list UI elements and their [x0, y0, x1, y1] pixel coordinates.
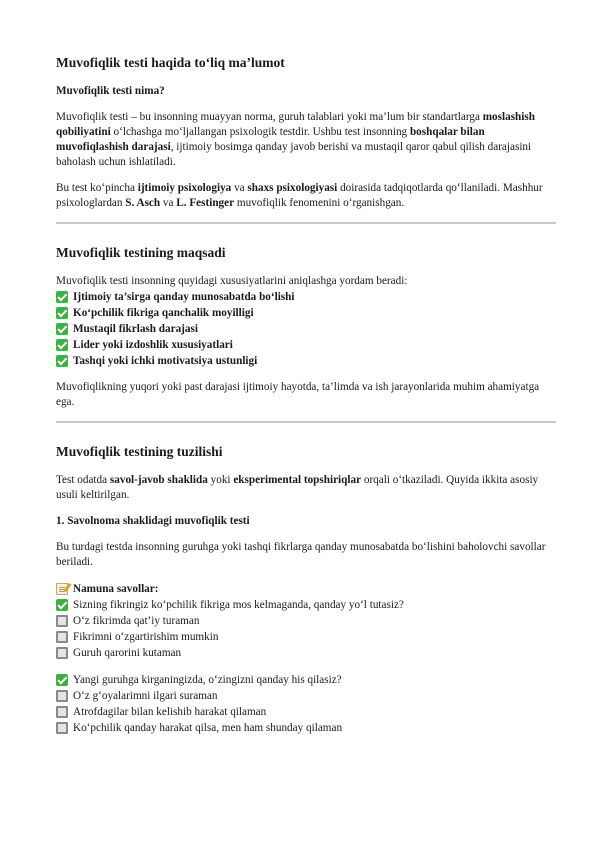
section-divider — [56, 222, 556, 224]
option-text: Ko‘pchilik qanday harakat qilsa, men ham shunday qilaman — [73, 721, 343, 734]
list-item-text: Ko‘pchilik fikriga qanchalik moyilligi — [73, 306, 254, 319]
list-item — [56, 305, 556, 321]
check-mark-icon — [56, 339, 68, 351]
checkbox-icon — [56, 706, 68, 718]
option-text: Guruh qarorini kutaman — [73, 646, 182, 659]
option-text: O‘z g‘oyalarimni ilgari suraman — [73, 689, 218, 702]
list-item — [56, 337, 556, 353]
check-mark-icon — [56, 599, 68, 611]
check-mark-icon — [56, 674, 68, 686]
document-content — [56, 54, 556, 747]
samples-label-text: Namuna savollar: — [73, 582, 159, 595]
bold-run: moslashish qobiliyatini — [56, 111, 535, 138]
checkbox-icon — [56, 690, 68, 702]
list-item-text: Ijtimoiy ta’sirga qanday munosabatda bo‘lishi — [73, 290, 295, 303]
text-run: doirasida tadqiqotlarda qo‘llaniladi. Mashhur psixologlardan — [56, 182, 543, 209]
text-run: Bu test ko‘pincha — [56, 182, 138, 194]
bold-run: eksperimental topshiriqlar — [233, 474, 362, 486]
check-mark-icon — [56, 307, 68, 319]
option-text: O‘z fikrimda qat’iy turaman — [73, 614, 200, 627]
structure-sub-heading: 1. Savolnoma shaklidagi muvofiqlik testi — [56, 515, 250, 527]
list-item — [56, 289, 556, 305]
bold-run: boshqalar bilan muvofiqlashish darajasi — [56, 126, 485, 153]
text-run: va — [231, 182, 248, 194]
option-item — [56, 613, 556, 629]
option-text: Fikrimni o‘zgartirishim mumkin — [73, 630, 219, 643]
checkbox-icon — [56, 722, 68, 734]
list-item-text: Tashqi yoki ichki motivatsiya ustunligi — [73, 354, 258, 367]
samples-label — [56, 581, 556, 597]
text-run: va — [160, 197, 177, 209]
list-item — [56, 353, 556, 369]
structure-paragraph-1 — [56, 473, 556, 503]
text-run: Test odatda — [56, 474, 110, 486]
checkbox-icon — [56, 615, 68, 627]
section-divider — [56, 421, 556, 423]
intro-question: Muvofiqlik testi nima? — [56, 85, 165, 97]
purpose-heading: Muvofiqlik testining maqsadi — [56, 245, 226, 260]
purpose-lead: Muvofiqlik testi insonning quyidagi xususiyatlarini aniqlashga yordam beradi: — [56, 275, 408, 287]
structure-heading: Muvofiqlik testining tuzilishi — [56, 444, 223, 459]
check-mark-icon — [56, 355, 68, 367]
question-item — [56, 597, 556, 613]
text-run: muvofiqlik fenomenini o‘rganishgan. — [234, 197, 405, 209]
check-mark-icon — [56, 323, 68, 335]
option-item — [56, 645, 556, 661]
text-run: orqali o‘tkaziladi. Quyida ikkita asosiy usuli keltirilgan. — [56, 474, 539, 501]
bold-run: savol-javob shaklida — [109, 474, 208, 486]
option-text: Atrofdagilar bilan kelishib harakat qilaman — [73, 705, 267, 718]
text-run: o‘lchashga mo‘ljallangan psixologik testdir. Ushbu test insonning — [110, 126, 410, 138]
option-item — [56, 720, 556, 736]
list-item — [56, 321, 556, 337]
option-item — [56, 704, 556, 720]
memo-icon — [56, 583, 68, 595]
structure-paragraph-2: Bu turdagi testda insonning guruhga yoki tashqi fikrlarga qanday munosabatda bo‘lishini baholovchi savollar beriladi. — [56, 541, 546, 568]
option-item — [56, 688, 556, 704]
document-title: Muvofiqlik testi haqida to‘liq ma’lumot — [56, 55, 285, 70]
list-item-text: Lider yoki izdoshlik xususiyatlari — [73, 338, 233, 351]
sample-question-1 — [56, 581, 556, 661]
list-item-text: Mustaqil fikrlash darajasi — [73, 322, 198, 335]
question-text: Yangi guruhga kirganingizda, o‘zingizni qanday his qilasiz? — [73, 673, 342, 686]
bold-run: L. Festinger — [176, 197, 235, 209]
intro-paragraph-1 — [56, 110, 556, 170]
check-mark-icon — [56, 291, 68, 303]
bold-run: ijtimoiy psixologiya — [137, 182, 232, 194]
question-item — [56, 672, 556, 688]
bold-run: S. Asch — [125, 197, 161, 209]
checkbox-icon — [56, 631, 68, 643]
option-item — [56, 629, 556, 645]
question-text: Sizning fikringiz ko‘pchilik fikriga mos kelmaganda, qanday yo‘l tutasiz? — [73, 598, 404, 611]
intro-paragraph-2 — [56, 181, 556, 211]
sample-question-2 — [56, 672, 556, 736]
text-run: , ijtimoiy bosimga qanday javob berishi va mustaqil qaror qabul qilish darajasini baholash uchun ishlatiladi. — [56, 141, 532, 168]
purpose-list — [56, 289, 556, 369]
text-run: Muvofiqlik testi – bu insonning muayyan norma, guruh talablari yoki ma’lum bir standartlarga — [56, 111, 483, 123]
checkbox-icon — [56, 647, 68, 659]
text-run: yoki — [207, 474, 234, 486]
bold-run: shaxs psixologiyasi — [247, 182, 338, 194]
purpose-closing: Muvofiqlikning yuqori yoki past darajasi ijtimoiy hayotda, ta’limda va ish jarayonlarida muhim ahamiyatga ega. — [56, 381, 540, 408]
